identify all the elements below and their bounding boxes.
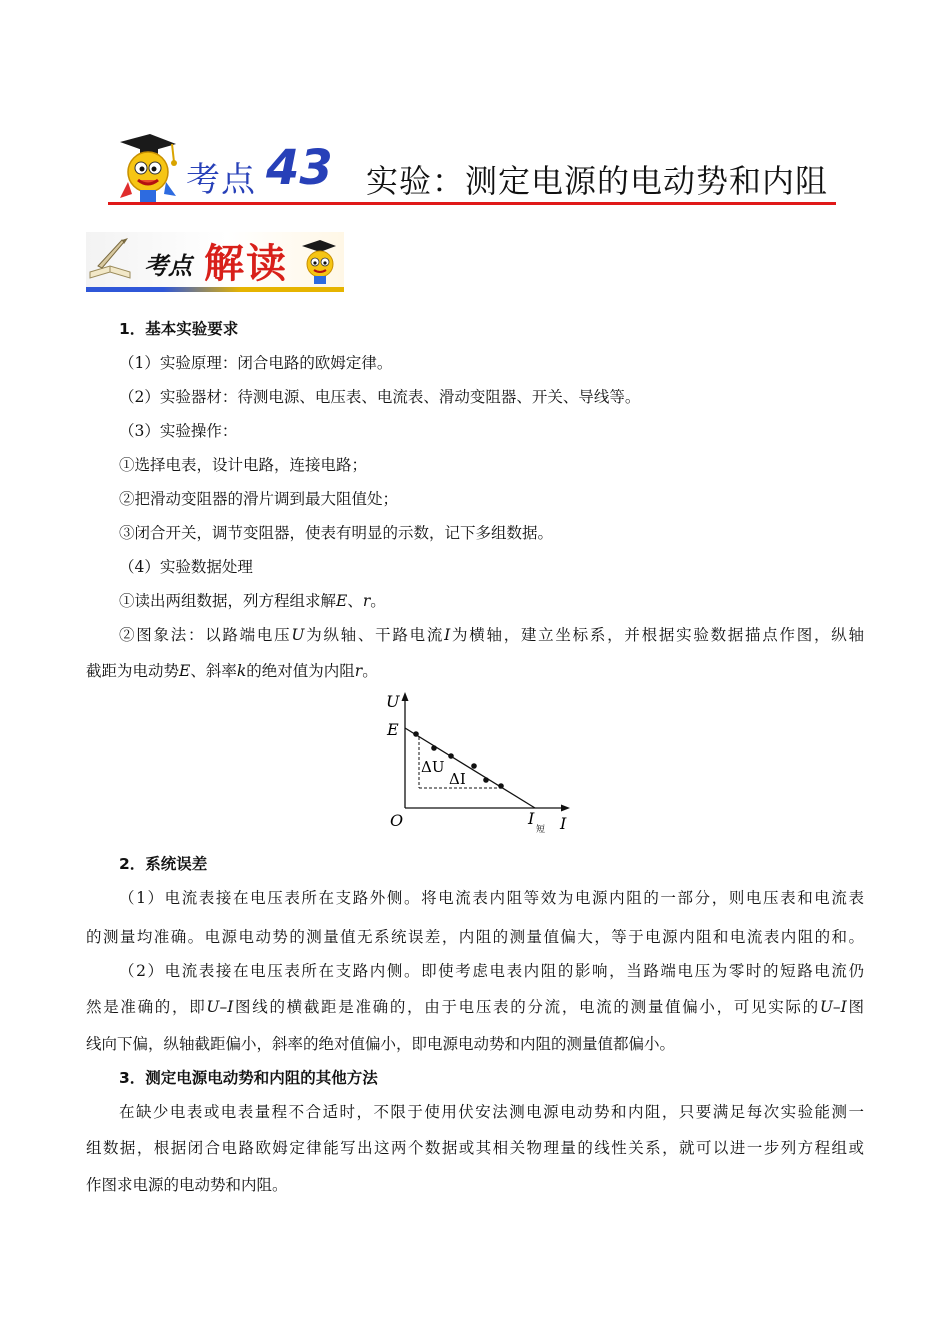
text-step-2: ②把滑动变阻器的滑片调到最大阻值处； — [119, 490, 399, 508]
text-fragment: 、斜率 — [190, 662, 237, 680]
text-fragment: 然是准确的，即 — [86, 998, 207, 1016]
section-banner — [86, 232, 344, 292]
data-point — [498, 783, 504, 789]
x-axis-arrow — [561, 805, 570, 812]
y-axis-label: U — [386, 692, 400, 711]
data-point — [448, 753, 454, 759]
text-processing-method-1 — [119, 590, 386, 612]
symbol-UI: U–I — [819, 998, 847, 1016]
intercept-label-E: E — [387, 720, 399, 739]
text-fragment: 的绝对值为内阻 — [246, 662, 355, 680]
text-fragment: ②图象法：以路端电压 — [119, 626, 292, 644]
text-error-case1-line2: 的测量均准确。电源电动势的测量值无系统误差，内阻的测量值偏大，等于电源内阻和电流表内阻的和。 — [86, 928, 864, 946]
header-divider — [108, 202, 836, 205]
section-heading-other-methods: 3．测定电源电动势和内阻的其他方法 — [119, 1069, 378, 1087]
text-data-processing-title: （4）实验数据处理 — [119, 558, 253, 576]
text-fragment: 图线的横截距是准确的，由于电压表的分流，电流的测量值偏小，可见实际的 — [233, 998, 820, 1016]
text-operation-title: （3）实验操作： — [119, 422, 238, 440]
text-other-methods-line3: 作图求电源的电动势和内阻。 — [86, 1176, 288, 1194]
data-point — [471, 763, 477, 769]
page-header — [108, 132, 840, 210]
symbol-UI: U–I — [206, 998, 234, 1016]
short-current-subscript: 短 — [536, 825, 546, 835]
symbol-I: I — [444, 626, 451, 644]
symbol-r: r — [354, 662, 363, 680]
banner-label-kaodian: 考点 — [144, 251, 192, 280]
delta-u-label: ΔU — [421, 758, 445, 776]
data-point — [431, 745, 437, 751]
text-error-case2-line3: 线向下偏，纵轴截距偏小，斜率的绝对值偏小，即电源电动势和内阻的测量值都偏小。 — [86, 1035, 676, 1053]
text-fragment: 为横轴，建立坐标系，并根据实验数据描点作图，纵轴 — [450, 626, 864, 644]
symbol-k: k — [236, 662, 247, 680]
banner-underline — [86, 287, 344, 292]
text-fragment: 。 — [362, 662, 378, 680]
text-fragment: 为纵轴、干路电流 — [304, 626, 445, 644]
text-equipment: （2）实验器材：待测电源、电压表、电流表、滑动变阻器、开关、导线等。 — [119, 388, 641, 406]
page-title: 实验：测定电源的电动势和内阻 — [366, 162, 829, 200]
text-step-1: ①选择电表，设计电路，连接电路； — [119, 456, 368, 474]
text-step-3: ③闭合开关，调节变阻器，使表有明显的示数，记下多组数据。 — [119, 524, 554, 542]
text-fragment: ①读出两组数据，列方程组求解 — [119, 592, 337, 610]
text-error-case2-line2 — [86, 996, 864, 1018]
y-axis-arrow — [402, 692, 409, 701]
kaodian-label: 考点 — [186, 160, 256, 200]
symbol-E: E — [336, 592, 348, 610]
text-fragment: 截距为电动势 — [86, 662, 180, 680]
banner-label-jiedu: 解读 — [204, 240, 288, 287]
text-processing-method-2-line1 — [119, 624, 864, 646]
text-fragment: 图 — [846, 998, 864, 1016]
ui-graph-diagram — [380, 690, 580, 838]
delta-i-label: ΔI — [449, 770, 466, 788]
data-point — [483, 777, 489, 783]
symbol-E: E — [179, 662, 191, 680]
section-heading-basic-requirements: 1．基本实验要求 — [119, 320, 239, 338]
text-other-methods-line1: 在缺少电表或电表量程不合适时，不限于使用伏安法测电源电动势和内阻，只要满足每次实验能测一 — [119, 1103, 864, 1121]
text-fragment: 、 — [347, 592, 363, 610]
text-error-case2-line1: （2）电流表接在电压表所在支路内侧。即使考虑电表内阻的影响，当路端电压为零时的短路电流仍 — [119, 962, 864, 980]
short-current-label: I — [528, 809, 535, 828]
text-processing-method-2-line2 — [86, 660, 378, 682]
quill-book-icon — [88, 236, 132, 282]
symbol-U: U — [291, 626, 305, 644]
text-error-case1-line1: （1）电流表接在电压表所在支路外侧。将电流表内阻等效为电源内阻的一部分，则电压表和电流表 — [119, 889, 864, 907]
data-point — [413, 731, 419, 737]
section-heading-systematic-error: 2．系统误差 — [119, 855, 208, 873]
kaodian-number: 43 — [266, 140, 333, 196]
mascot-graduate-icon — [110, 132, 182, 204]
mascot-small-icon — [298, 238, 340, 284]
text-principle: （1）实验原理：闭合电路的欧姆定律。 — [119, 354, 393, 372]
symbol-r: r — [362, 592, 371, 610]
text-fragment: 。 — [370, 592, 386, 610]
origin-label: O — [390, 811, 404, 830]
text-other-methods-line2: 组数据，根据闭合电路欧姆定律能写出这两个数据或其相关物理量的线性关系，就可以进一步列方程组或 — [86, 1139, 864, 1157]
x-axis-label: I — [560, 814, 567, 833]
